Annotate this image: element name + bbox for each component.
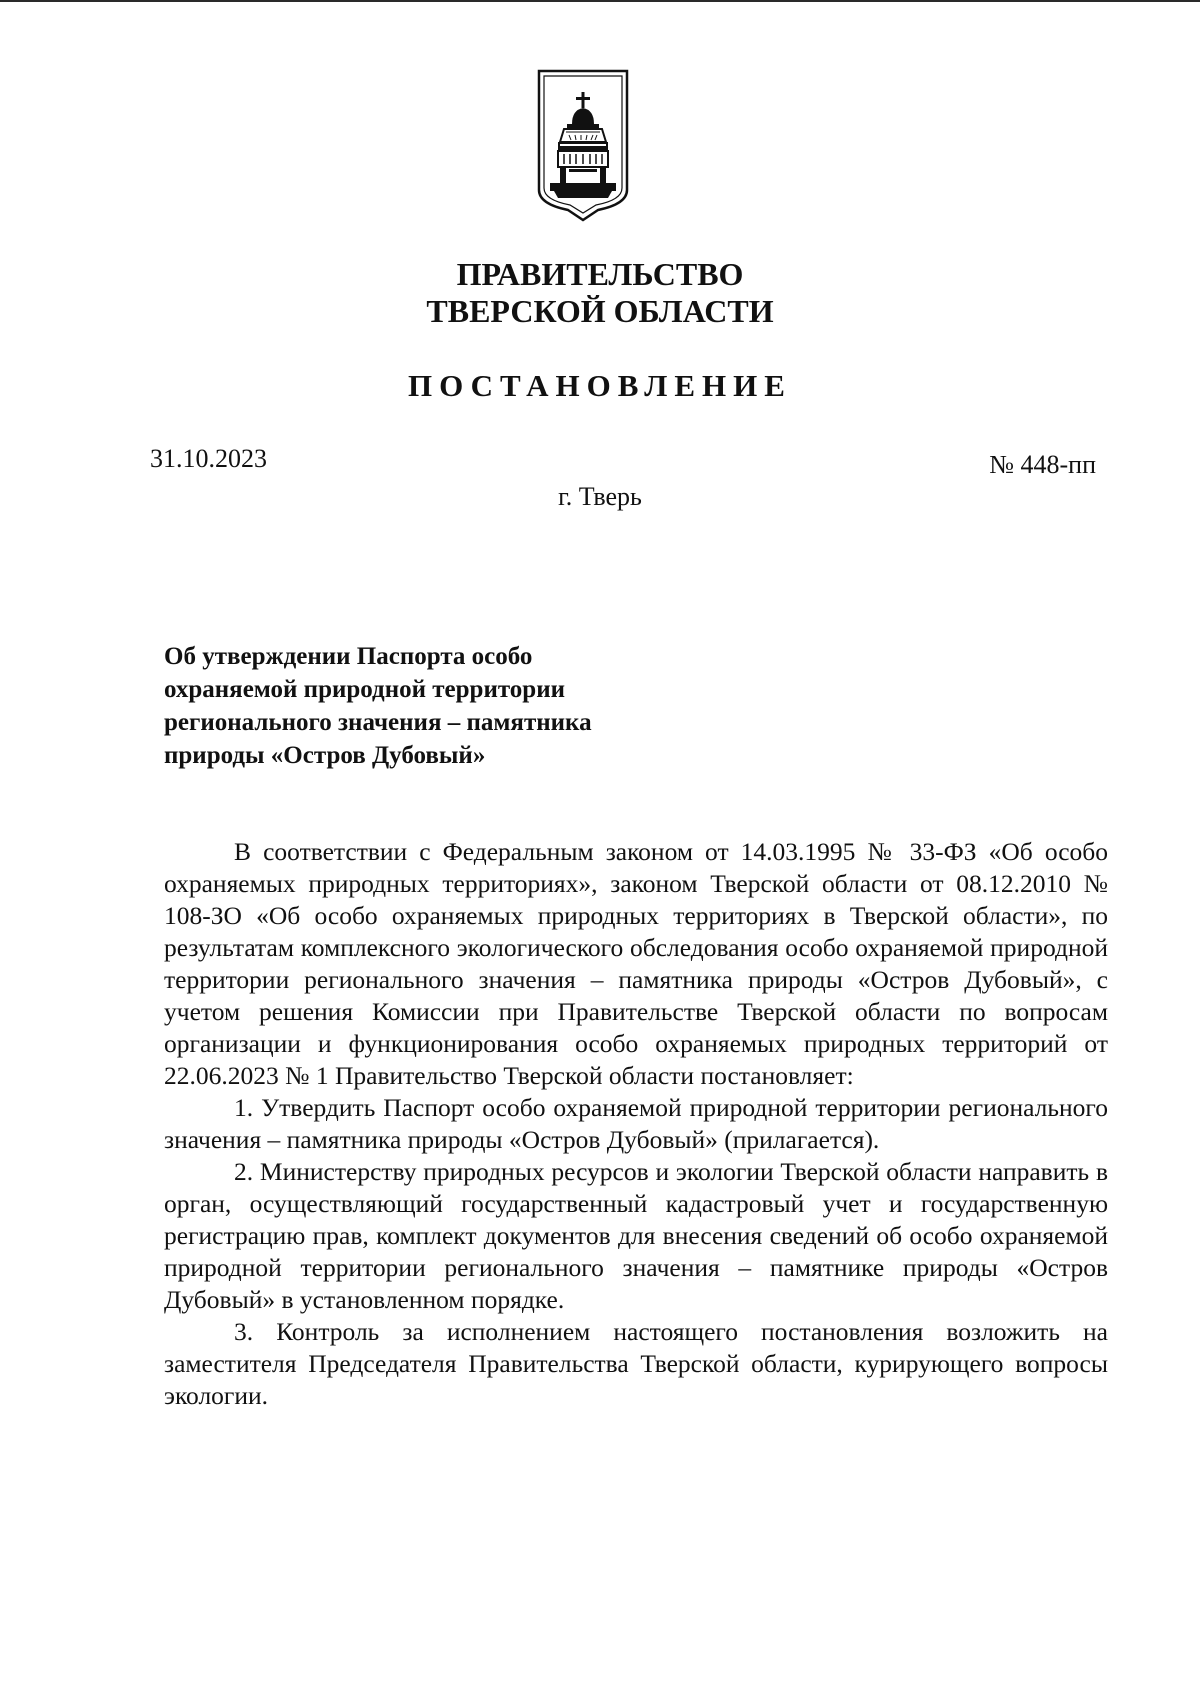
organization-title bbox=[300, 256, 900, 330]
document-city: г. Тверь bbox=[558, 482, 642, 511]
organization-title-line1: ПРАВИТЕЛЬСТВО bbox=[456, 256, 744, 292]
body-item-3: 3. Контроль за исполнением настоящего постановления возложить на заместителя Председателя Правительства Тверской области, курирующего вопросы экологии. bbox=[164, 1317, 1108, 1410]
organization-title-line2: ТВЕРСКОЙ ОБЛАСТИ bbox=[426, 293, 774, 329]
subject-line1: Об утверждении Паспорта особо bbox=[164, 643, 533, 670]
subject-line2: охраняемой природной территории bbox=[164, 676, 566, 703]
scan-edge bbox=[0, 0, 1200, 2]
document-number: № 448-пп bbox=[989, 450, 1096, 479]
subject-line3: регионального значения – памятника bbox=[164, 709, 592, 736]
document-body bbox=[164, 836, 1108, 1412]
subject-line4: природы «Остров Дубовый» bbox=[164, 742, 486, 769]
document-type: ПОСТАНОВЛЕНИЕ bbox=[408, 368, 792, 403]
body-item-1: 1. Утвердить Паспорт особо охраняемой природной территории регионального значения – памятника природы «Остров Дубовый» (прилагается). bbox=[164, 1093, 1108, 1154]
body-preamble: В соответствии с Федеральным законом от 14.03.1995 № 33-ФЗ «Об особо охраняемых природных территориях», законом Тверской области от 08.12.2010 № 108-ЗО «Об особо охраняемых природных территориях в Тверской области», по результатам комплексного экологического обследования особо охраняемой природной территории регионального значения – памятника природы «Остров Дубовый», с учетом решения Комиссии при Правительстве Тверской области по вопросам организации и функционирования особо охраняемых природных территорий от 22.06.2023 № 1 Правительство Тверской области постановляет: bbox=[164, 837, 1108, 1090]
tver-coat-of-arms-icon bbox=[536, 68, 630, 222]
body-item-2: 2. Министерству природных ресурсов и экологии Тверской области направить в орган, осуществляющий государственный кадастровый учет и государственную регистрацию прав, комплект документов для внесения сведений об особо охраняемой природной территории регионального значения – памятнике природы «Остров Дубовый» в установленном порядке. bbox=[164, 1157, 1108, 1314]
document-date: 31.10.2023 bbox=[150, 444, 267, 473]
document-subject bbox=[164, 640, 684, 772]
